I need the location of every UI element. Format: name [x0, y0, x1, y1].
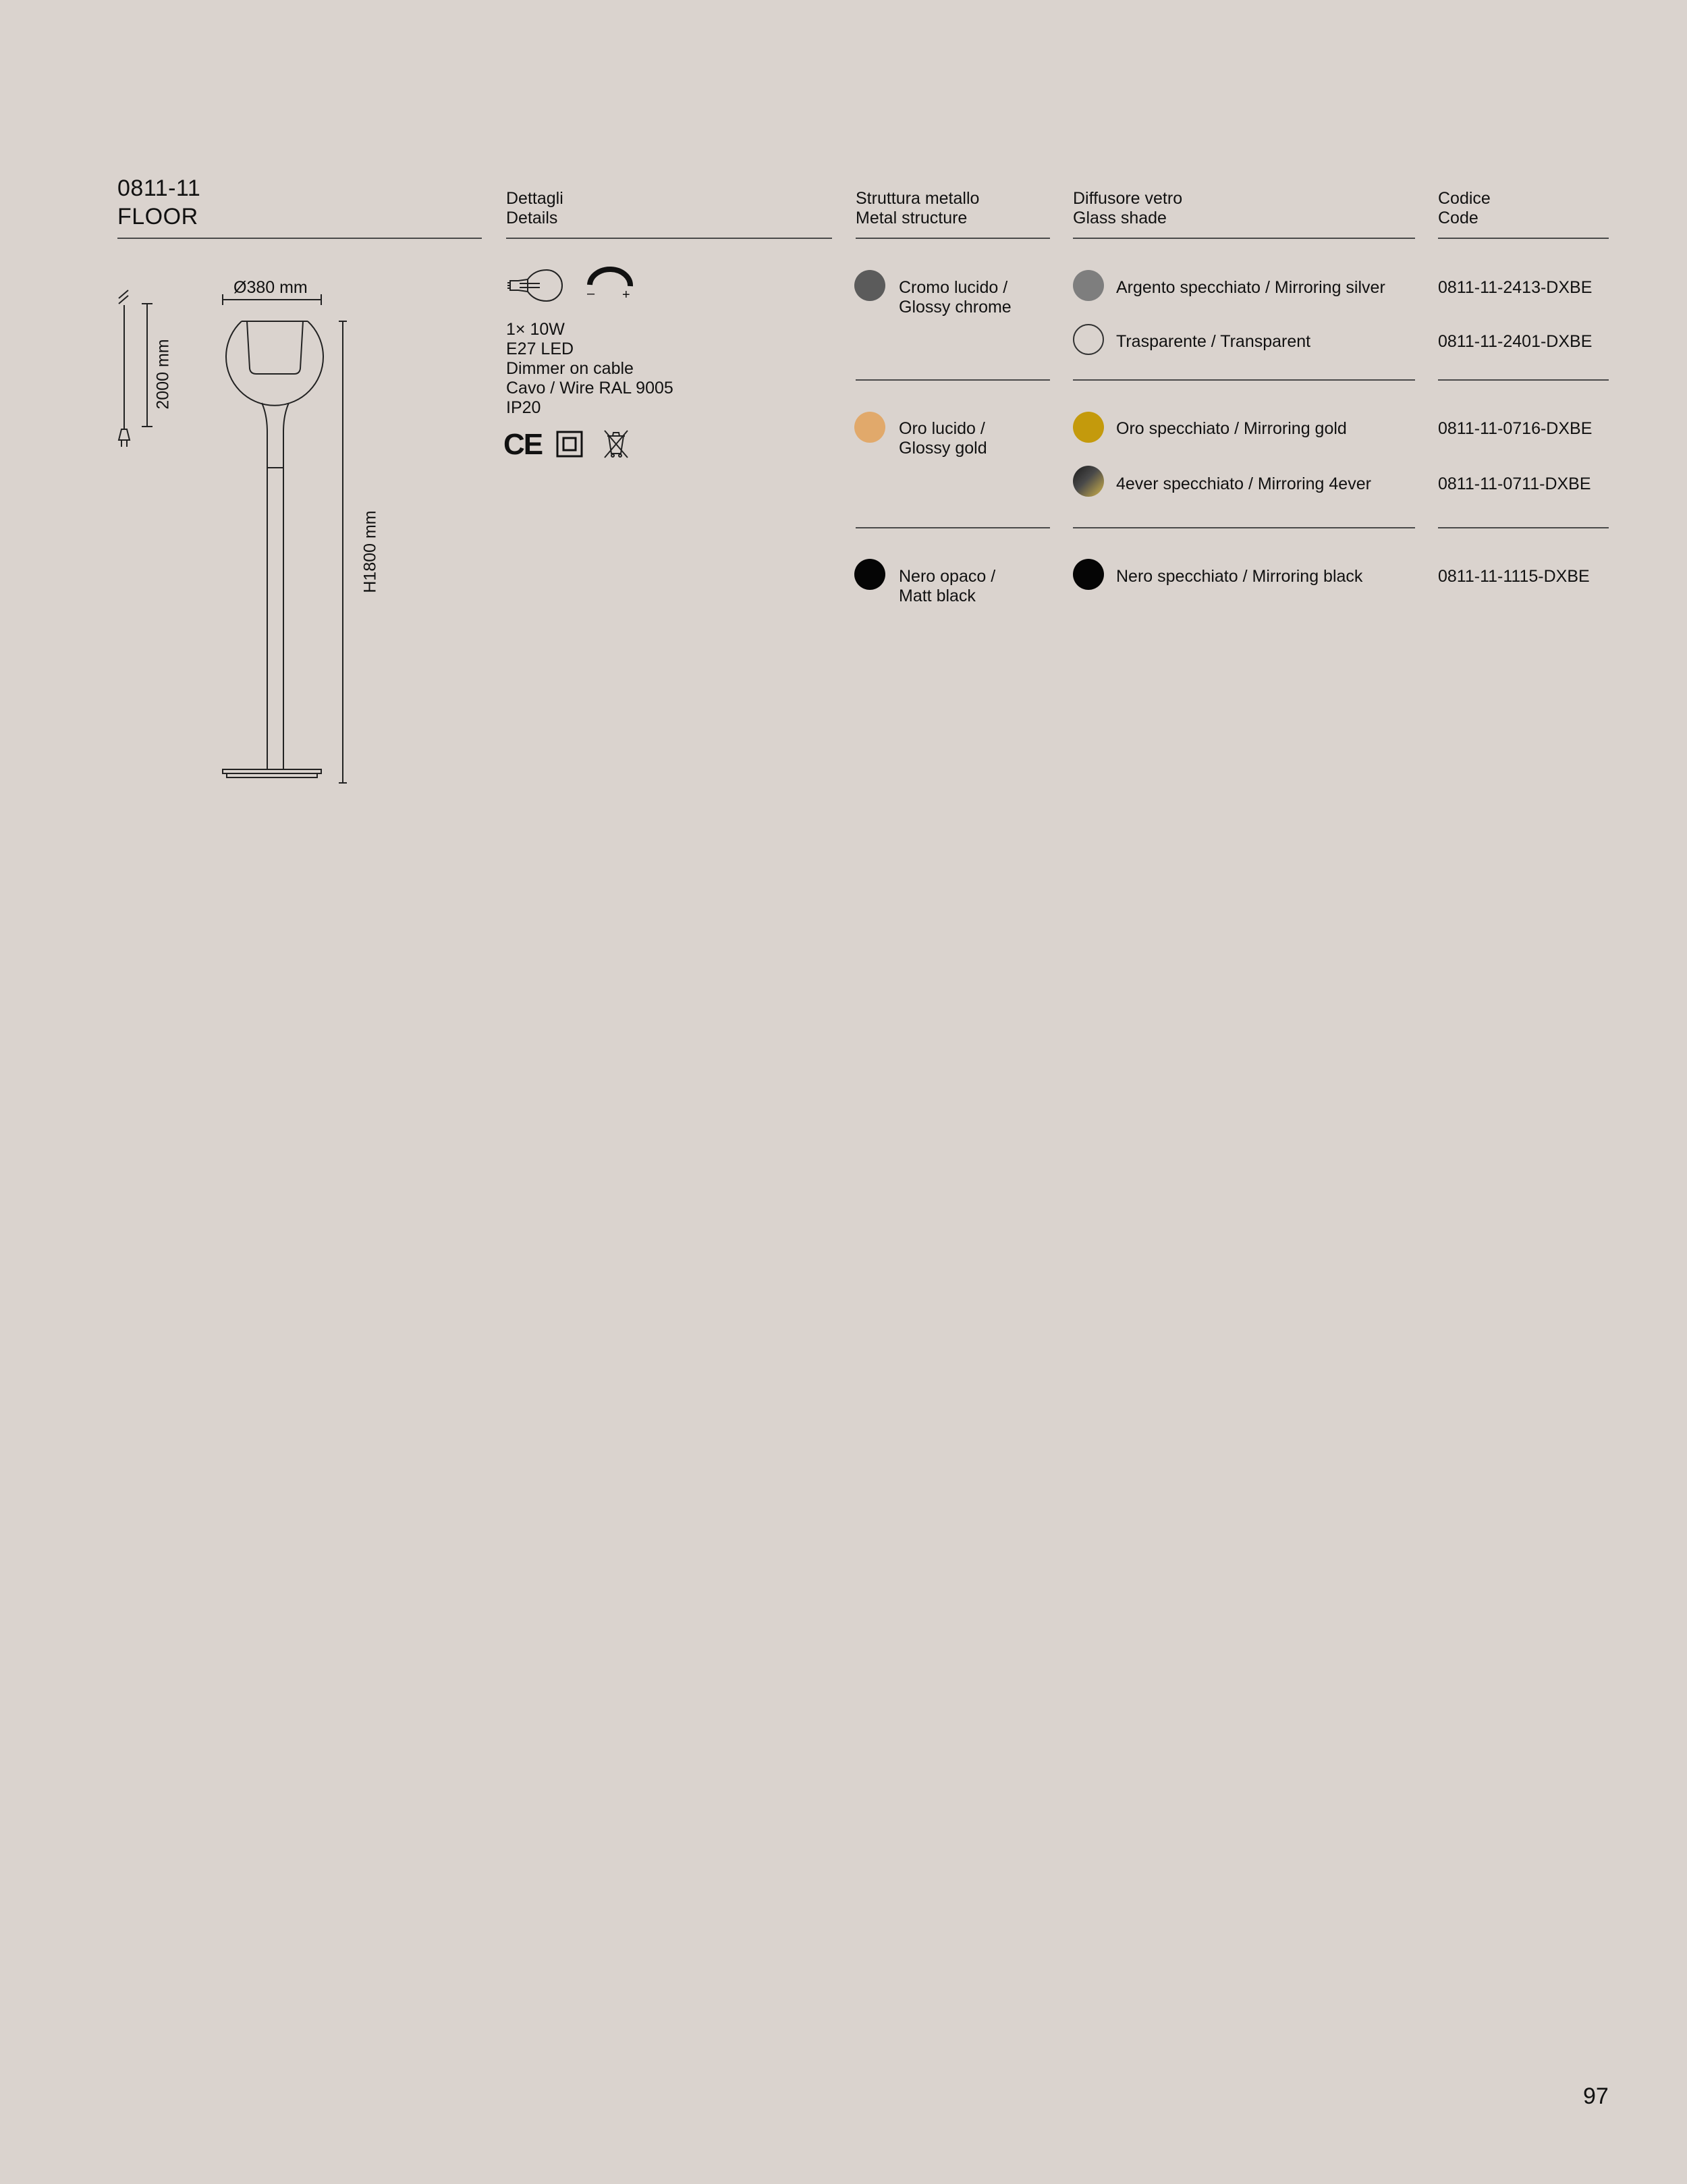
shade-header-it: Diffusore vetro: [1073, 189, 1183, 208]
shade-header-en: Glass shade: [1073, 209, 1167, 227]
shade-label-4ever: 4ever specchiato / Mirroring 4ever: [1116, 474, 1371, 493]
shade-swatch-silver: [1073, 270, 1104, 301]
shade-swatch-black: [1073, 559, 1104, 590]
structure-header-it: Struttura metallo: [856, 189, 980, 208]
details-socket: E27 LED: [506, 339, 574, 358]
shade-label-silver: Argento specchiato / Mirroring silver: [1116, 278, 1385, 297]
code-header-it: Codice: [1438, 189, 1491, 208]
structure-label-black: [899, 567, 995, 606]
cable-length-label: 2000 mm: [153, 339, 173, 410]
code-black: 0811-11-1115-DXBE: [1438, 567, 1590, 586]
title-rule: [117, 238, 482, 239]
structure-label-it: Cromo lucido /: [899, 278, 1008, 297]
structure-label-chrome: [899, 278, 1012, 317]
group-1-rule-shade: [1073, 379, 1415, 381]
structure-label-it: Nero opaco /: [899, 567, 996, 586]
shade-swatch-4ever: [1073, 466, 1104, 497]
structure-rule: [856, 238, 1050, 239]
details-wattage: 1× 10W: [506, 320, 565, 339]
ce-mark-icon: CE: [503, 428, 543, 461]
diameter-label: Ø380 mm: [233, 278, 308, 297]
shade-label-gold: Oro specchiato / Mirroring gold: [1116, 419, 1347, 438]
shade-header: [1073, 189, 1182, 228]
group-1-rule-structure: [856, 379, 1050, 381]
structure-swatch-chrome: [854, 270, 885, 301]
structure-swatch-black: [854, 559, 885, 590]
details-rule: [506, 238, 832, 239]
structure-label-gold: [899, 419, 987, 458]
structure-label-en: Glossy chrome: [899, 298, 1012, 317]
group-2-rule-structure: [856, 527, 1050, 528]
code-header: [1438, 189, 1491, 228]
details-list: [506, 320, 673, 418]
page-number: 97: [1583, 2083, 1609, 2109]
code-4ever: 0811-11-0711-DXBE: [1438, 474, 1591, 493]
group-2-rule-code: [1438, 527, 1609, 528]
bulb-icon: [505, 269, 564, 302]
details-dimmer: Dimmer on cable: [506, 359, 634, 378]
product-code: 0811-11: [117, 175, 201, 201]
weee-bin-icon: [602, 428, 629, 459]
group-2-rule-shade: [1073, 527, 1415, 528]
structure-label-en: Matt black: [899, 586, 976, 605]
details-header-it: Dettagli: [506, 189, 563, 208]
structure-swatch-gold: [854, 412, 885, 443]
shade-swatch-transparent: [1073, 324, 1104, 355]
shade-swatch-gold: [1073, 412, 1104, 443]
dimmer-plus: +: [622, 288, 630, 302]
class-2-icon: [556, 431, 583, 458]
details-header: [506, 189, 563, 228]
structure-header: [856, 189, 979, 228]
details-wire: Cavo / Wire RAL 9005: [506, 379, 673, 398]
structure-header-en: Metal structure: [856, 209, 968, 227]
product-type: FLOOR: [117, 204, 198, 229]
details-ip: IP20: [506, 398, 541, 417]
height-label: H1800 mm: [360, 510, 380, 593]
shade-label-black: Nero specchiato / Mirroring black: [1116, 567, 1363, 586]
code-gold: 0811-11-0716-DXBE: [1438, 419, 1593, 438]
shade-label-transparent: Trasparente / Transparent: [1116, 332, 1311, 351]
dimmer-minus: –: [587, 286, 595, 301]
code-header-en: Code: [1438, 209, 1478, 227]
structure-label-it: Oro lucido /: [899, 419, 985, 438]
code-transparent: 0811-11-2401-DXBE: [1438, 332, 1593, 351]
details-header-en: Details: [506, 209, 558, 227]
code-silver: 0811-11-2413-DXBE: [1438, 278, 1593, 297]
code-rule: [1438, 238, 1609, 239]
shade-rule: [1073, 238, 1415, 239]
group-1-rule-code: [1438, 379, 1609, 381]
structure-label-en: Glossy gold: [899, 439, 987, 458]
